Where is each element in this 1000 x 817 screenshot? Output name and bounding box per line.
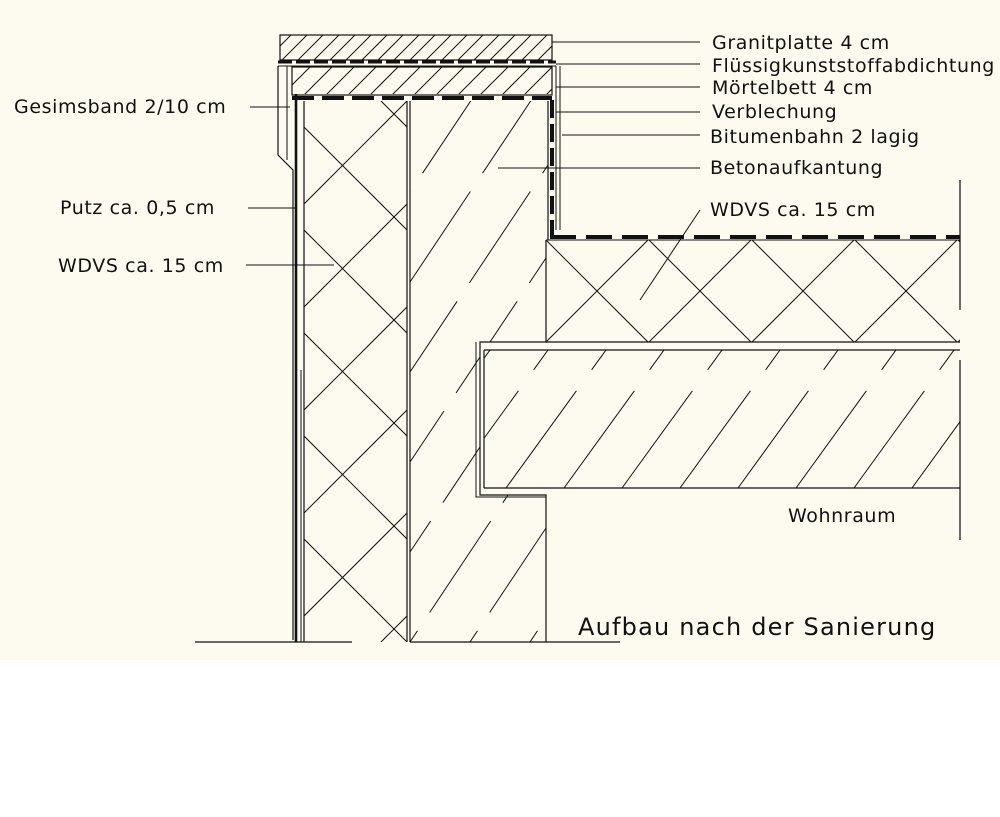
- label-verblechung: Verblechung: [712, 101, 838, 123]
- hatch-line: [362, 35, 387, 60]
- hatch-line: [394, 35, 419, 60]
- hatch-line: [378, 35, 403, 60]
- liquid-waterproofing: [278, 62, 556, 66]
- concrete-slab: [100, 212, 1000, 497]
- hatch-line: [524, 67, 552, 95]
- hatch-line: [522, 35, 547, 60]
- hatch-line: [590, 67, 618, 95]
- hatch-line: [586, 35, 611, 60]
- hatch-line: [0, 101, 304, 642]
- hatch-line: [554, 35, 579, 60]
- hatch-line: [443, 240, 545, 342]
- hatch-line: [568, 67, 596, 95]
- hatch-line: [348, 67, 376, 95]
- hatch-line: [410, 35, 435, 60]
- hatch-line: [381, 101, 922, 642]
- hatch-line: [690, 101, 1000, 642]
- label-putz: Putz ca. 0,5 cm: [60, 197, 216, 219]
- hatch-line: [958, 240, 1000, 342]
- hatch-line: [175, 101, 716, 642]
- roof-bitumen: [546, 237, 960, 240]
- hatch-line: [587, 101, 1000, 642]
- granite-slab: [250, 35, 611, 60]
- hatch-line: [442, 35, 467, 60]
- hatch-line: [298, 35, 323, 60]
- label-bitumenbahn: Bitumenbahn 2 lagig: [710, 126, 920, 148]
- hatch-line: [970, 212, 1000, 488]
- hatch-line: [484, 101, 1000, 642]
- drawing-title: Aufbau nach der Sanierung: [578, 613, 937, 641]
- hatch-line: [216, 212, 416, 488]
- hatch-line: [0, 42, 510, 660]
- hatch-line: [502, 67, 530, 95]
- hatch-line: [930, 42, 1000, 660]
- hatch-line: [266, 35, 291, 60]
- hatch-line: [426, 35, 451, 60]
- hatch-line: [587, 101, 1000, 642]
- hatch-line: [443, 240, 545, 342]
- hatch-line: [958, 240, 1000, 342]
- label-wohnraum: Wohnraum: [788, 505, 897, 527]
- hatch-line: [370, 67, 398, 95]
- hatch-line: [346, 35, 371, 60]
- hatch-line: [414, 67, 442, 95]
- hatch-line: [0, 101, 510, 642]
- hatch-line: [474, 35, 499, 60]
- hatch-line: [381, 101, 922, 642]
- hatch-line: [175, 101, 716, 642]
- hatch-line: [250, 35, 275, 60]
- label-wdvs-roof: WDVS ca. 15 cm: [710, 199, 876, 221]
- hatch-line: [896, 101, 1000, 642]
- hatch-line: [0, 101, 510, 642]
- hatch-line: [282, 67, 310, 95]
- hatch-line: [436, 67, 464, 95]
- hatch-line: [990, 42, 1000, 660]
- label-gesimsband: Gesimsband 2/10 cm: [14, 96, 227, 118]
- hatch-line: [793, 101, 1000, 642]
- hatch-line: [458, 67, 486, 95]
- hatch-line: [330, 35, 355, 60]
- hatch-line: [0, 101, 407, 642]
- hatch-line: [326, 67, 354, 95]
- mortar-bed: [260, 67, 618, 95]
- hatch-line: [490, 35, 515, 60]
- flashing-and-bitumen: [552, 66, 562, 236]
- hatch-line: [480, 67, 508, 95]
- hatch-line: [260, 67, 288, 95]
- hatch-line: [570, 35, 595, 60]
- hatch-line: [506, 35, 531, 60]
- label-granitplatte: Granitplatte 4 cm: [712, 32, 890, 54]
- hatch-line: [896, 101, 1000, 642]
- hatch-line: [0, 101, 304, 642]
- label-wdvs-wall: WDVS ca. 15 cm: [58, 255, 224, 277]
- label-abdichtung: Flüssigkunststoffabdichtung: [712, 55, 995, 77]
- hatch-line: [72, 101, 613, 642]
- hatch-line: [484, 101, 1000, 642]
- hatch-line: [458, 35, 483, 60]
- wall-insulation: [0, 101, 1000, 642]
- hatch-line: [314, 35, 339, 60]
- plaster-layer: [296, 94, 304, 642]
- hatch-line: [304, 67, 332, 95]
- hatch-line: [538, 35, 563, 60]
- label-betonaufkantung: Betonaufkantung: [710, 157, 884, 179]
- hatch-line: [392, 67, 420, 95]
- hatch-line: [690, 101, 1000, 642]
- label-moertelbett: Mörtelbett 4 cm: [712, 77, 874, 99]
- hatch-line: [282, 35, 307, 60]
- hatch-line: [30, 42, 630, 660]
- hatch-line: [793, 101, 1000, 642]
- hatch-line: [100, 212, 300, 488]
- hatch-line: [0, 101, 407, 642]
- cornice-band: [278, 66, 293, 640]
